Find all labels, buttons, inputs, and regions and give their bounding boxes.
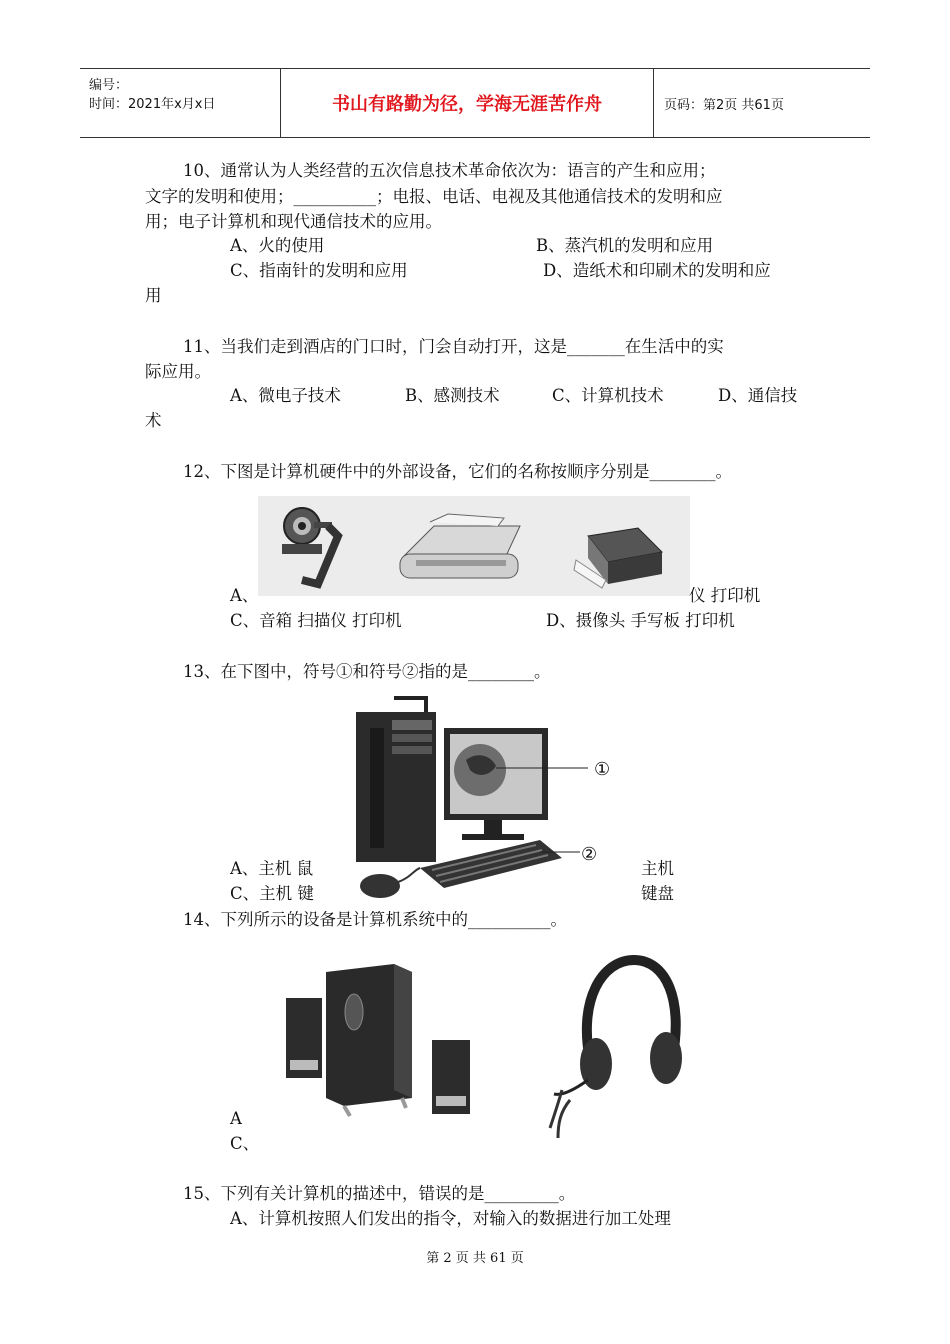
q12-option-b-partial: 仪 打印机 — [689, 586, 761, 605]
callout-mark-1: ① — [594, 759, 611, 780]
header-motto: 书山有路勤为径，学海无涯苦作舟 — [281, 69, 654, 137]
q13-option-b-right: 主机 — [641, 859, 674, 878]
q10-option-d-continued: 用 — [145, 286, 162, 305]
speaker-set-icon — [286, 964, 470, 1116]
q12-option-a: A、 — [230, 586, 259, 605]
audio-devices-image — [262, 940, 702, 1150]
page-footer: 第 2 页 共 61 页 — [426, 1251, 524, 1266]
q11-option-c: C、计算机技术 — [552, 386, 664, 405]
q11-option-d: D、通信技 — [718, 386, 798, 405]
q11-option-a: A、微电子技术 — [230, 386, 341, 405]
q14-option-c-left: C、 — [230, 1134, 260, 1153]
q10-option-d: D、造纸术和印刷术的发明和应 — [543, 261, 771, 280]
callout-mark-2: ② — [581, 844, 598, 865]
q13-option-d-right: 键盘 — [641, 884, 674, 903]
peripherals-image — [258, 496, 690, 596]
pc-tower-icon — [356, 698, 436, 862]
q10-line2: 文字的发明和使用；__________；电报、电话、电视及其他通信技术的发明和应 — [145, 187, 723, 206]
q13-line1: 13、在下图中，符号①和符号②指的是________。 — [183, 662, 551, 681]
doc-number-label: 编号： — [89, 78, 129, 93]
keyboard-icon — [420, 840, 562, 888]
doc-time-label: 时间：2021年x月x日 — [89, 97, 216, 112]
q13-option-a-left: A、主机 鼠 — [230, 859, 314, 878]
q12-option-c: C、音箱 扫描仪 打印机 — [230, 611, 402, 630]
monitor-icon — [444, 728, 548, 840]
q10-option-c: C、指南针的发明和应用 — [230, 261, 408, 280]
q15-option-a: A、计算机按照人们发出的指令，对输入的数据进行加工处理 — [230, 1209, 671, 1228]
q11-line1: 11、当我们走到酒店的门口时，门会自动打开，这是_______在生活中的实 — [183, 337, 724, 356]
q10-line3: 用；电子计算机和现代通信技术的应用。 — [145, 212, 442, 231]
q10-line1: 10、通常认为人类经营的五次信息技术革命依次为：语言的产生和应用； — [183, 161, 716, 180]
q10-option-a: A、火的使用 — [230, 236, 325, 255]
q10-option-b: B、蒸汽机的发明和应用 — [536, 236, 714, 255]
q11-line2: 际应用。 — [145, 362, 211, 381]
computer-system-image — [340, 690, 600, 902]
mouse-icon — [360, 868, 420, 898]
q13-option-c-left: C、主机 键 — [230, 884, 314, 903]
headset-icon — [550, 960, 682, 1138]
q14-line1: 14、下列所示的设备是计算机系统中的__________。 — [183, 910, 567, 929]
header-page-label: 页码：第2页 共61页 — [664, 97, 784, 113]
q12-line1: 12、下图是计算机硬件中的外部设备，它们的名称按顺序分别是________。 — [183, 462, 732, 481]
q11-option-b: B、感测技术 — [405, 386, 500, 405]
q11-option-d-continued: 术 — [145, 411, 162, 430]
q12-option-d: D、摄像头 手写板 打印机 — [546, 611, 735, 630]
q14-option-a-left: A — [230, 1109, 242, 1128]
q15-line1: 15、下列有关计算机的描述中，错误的是_________。 — [183, 1184, 576, 1203]
header-meta — [80, 69, 281, 137]
page-header — [80, 68, 870, 138]
